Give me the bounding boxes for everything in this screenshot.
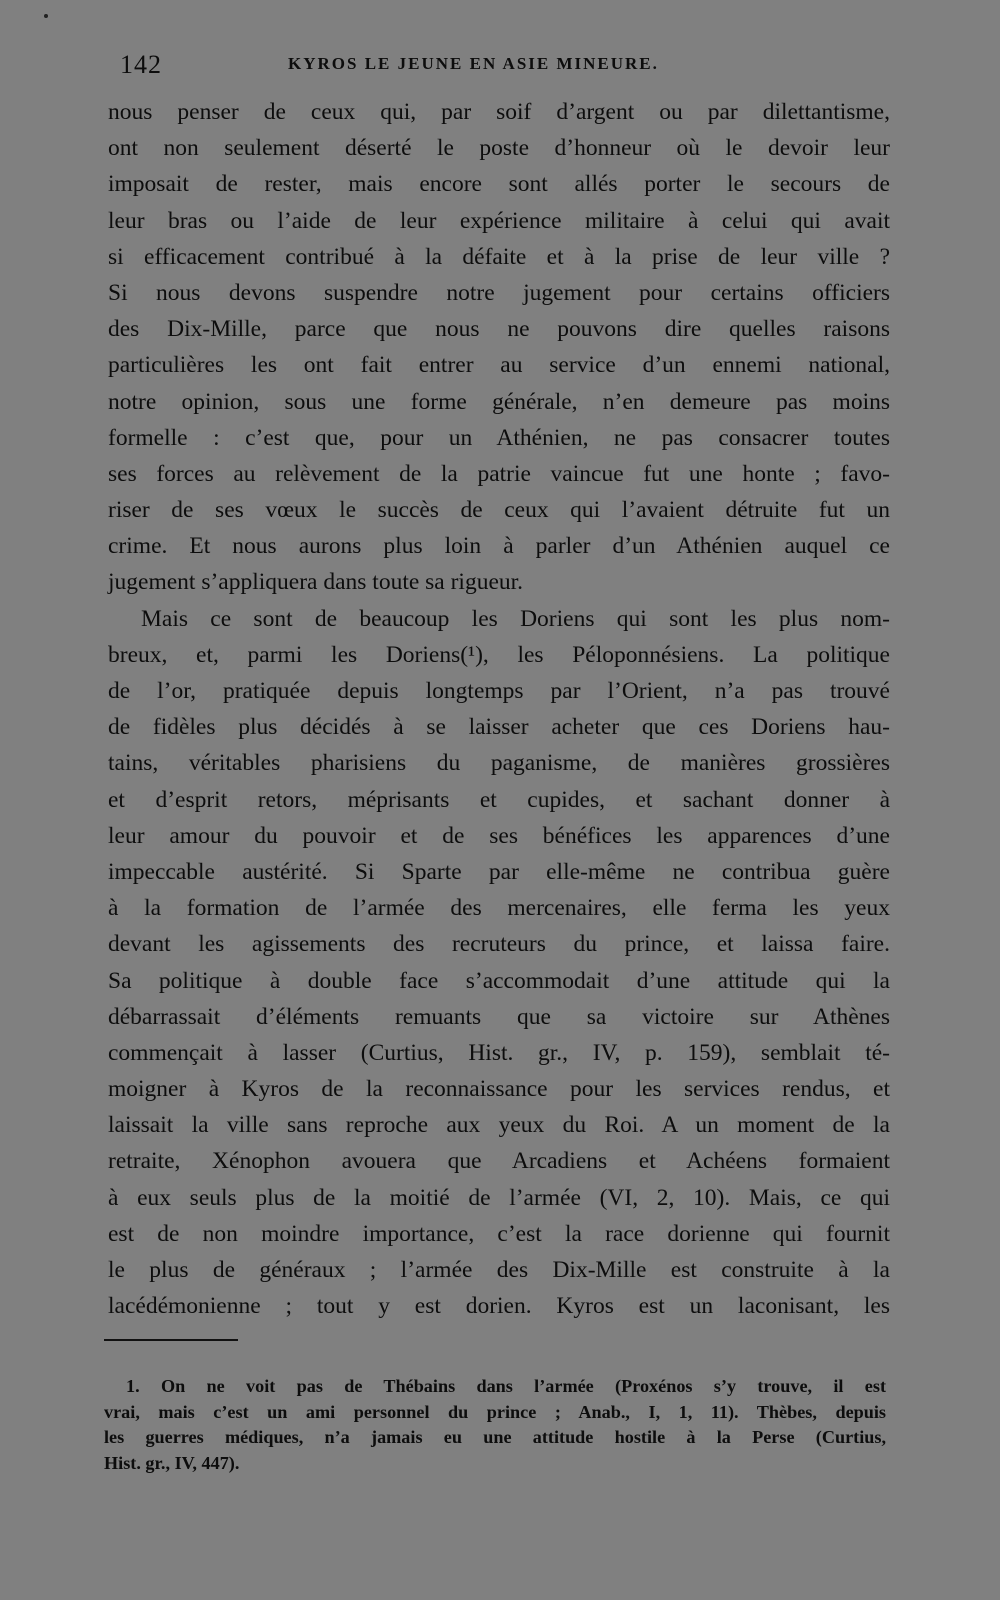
text-line: lacédémonienne ; tout y est dorien. Kyros est un laconisant, les <box>108 1293 890 1320</box>
text-line: retraite, Xénophon avouera que Arcadiens et Achéens formaient <box>108 1148 890 1175</box>
text-line: débarrassait d’éléments remuants que sa victoire sur Athènes <box>108 1003 890 1030</box>
page-header <box>120 50 872 80</box>
text-line: leur amour du pouvoir et de ses bénéfices les apparences d’une <box>108 822 890 849</box>
text-line: leur bras ou l’aide de leur expérience militaire à celui qui avait <box>108 207 890 234</box>
page-number: 142 <box>120 50 162 79</box>
footnote-line: vrai, mais c’est un ami personnel du prince ; Anab., I, 1, 11). Thèbes, depuis <box>104 1401 886 1422</box>
text-line: le plus de généraux ; l’armée des Dix-Mille est construite à la <box>108 1257 890 1283</box>
text-line: des Dix-Mille, parce que nous ne pouvons dire quelles raisons <box>108 316 890 343</box>
text-line: à la formation de l’armée des mercenaires, elle ferma les yeux <box>108 895 890 922</box>
text-line: jugement s’appliquera dans toute sa rigueur. <box>108 569 524 596</box>
text-line: à eux seuls plus de la moitié de l’armée (VI, 2, 10). Mais, ce qui <box>108 1184 890 1211</box>
footnote-line: Hist. gr., IV, 447). <box>104 1452 240 1473</box>
text-line: et d’esprit retors, méprisants et cupides, et sachant donner à <box>108 786 890 813</box>
text-line: devant les agissements des recruteurs du prince, et laissa faire. <box>108 931 890 958</box>
text-line: de fidèles plus décidés à se laisser acheter que ces Doriens hau- <box>108 714 890 741</box>
text-line: particulières les ont fait entrer au service d’un ennemi national, <box>108 352 890 379</box>
body-text <box>108 94 890 1324</box>
footnote-divider <box>104 1339 238 1341</box>
text-line: notre opinion, sous une forme générale, n’en demeure pas moins <box>108 388 890 415</box>
footnote-line: les guerres médiques, n’a jamais eu une attitude hostile à la Perse (Curtius, <box>104 1427 886 1447</box>
text-line: ont non seulement déserté le poste d’honneur où le devoir leur <box>108 135 890 162</box>
text-line: formelle : c’est que, pour un Athénien, ne pas consacrer toutes <box>108 424 890 451</box>
text-line: si efficacement contribué à la défaite et à la prise de leur ville ? <box>108 243 890 270</box>
text-line: nous penser de ceux qui, par soif d’argent ou par dilettantisme, <box>108 99 890 125</box>
text-line: commençait à lasser (Curtius, Hist. gr., IV, p. 159), semblait té- <box>108 1039 890 1066</box>
text-line: tains, véritables pharisiens du paganisme, de manières grossières <box>108 750 890 777</box>
text-line: crime. Et nous aurons plus loin à parler d’un Athénien auquel ce <box>108 533 890 560</box>
text-line: Si nous devons suspendre notre jugement pour certains officiers <box>108 279 890 306</box>
text-line: riser de ses vœux le succès de ceux qui l’avaient détruite fut un <box>108 497 890 524</box>
text-line: ses forces au relèvement de la patrie vaincue fut une honte ; favo- <box>108 460 890 487</box>
text-line: moigner à Kyros de la reconnaissance pour les services rendus, et <box>108 1076 890 1103</box>
footnotes <box>104 1374 886 1476</box>
text-line: est de non moindre importance, c’est la race dorienne qui fournit <box>108 1220 890 1247</box>
text-line: laissait la ville sans reproche aux yeux du Roi. A un moment de la <box>108 1112 890 1139</box>
text-line: de l’or, pratiquée depuis longtemps par l’Orient, n’a pas trouvé <box>108 678 890 704</box>
text-line: imposait de rester, mais encore sont allés porter le secours de <box>108 171 890 198</box>
text-line: Sa politique à double face s’accommodait d’une attitude qui la <box>108 967 890 994</box>
text-line: Mais ce sont de beaucoup les Doriens qui sont les plus nom- <box>141 605 890 632</box>
running-title: KYROS LE JEUNE EN ASIE MINEURE. <box>288 54 659 73</box>
text-line: impeccable austérité. Si Sparte par elle-même ne contribua guère <box>108 858 890 885</box>
text-line: breux, et, parmi les Doriens(¹), les Péloponnésiens. La politique <box>108 641 890 668</box>
footnote-line: 1. On ne voit pas de Thébains dans l’armée (Proxénos s’y trouve, il est <box>126 1376 886 1396</box>
speck-mark <box>44 14 48 18</box>
